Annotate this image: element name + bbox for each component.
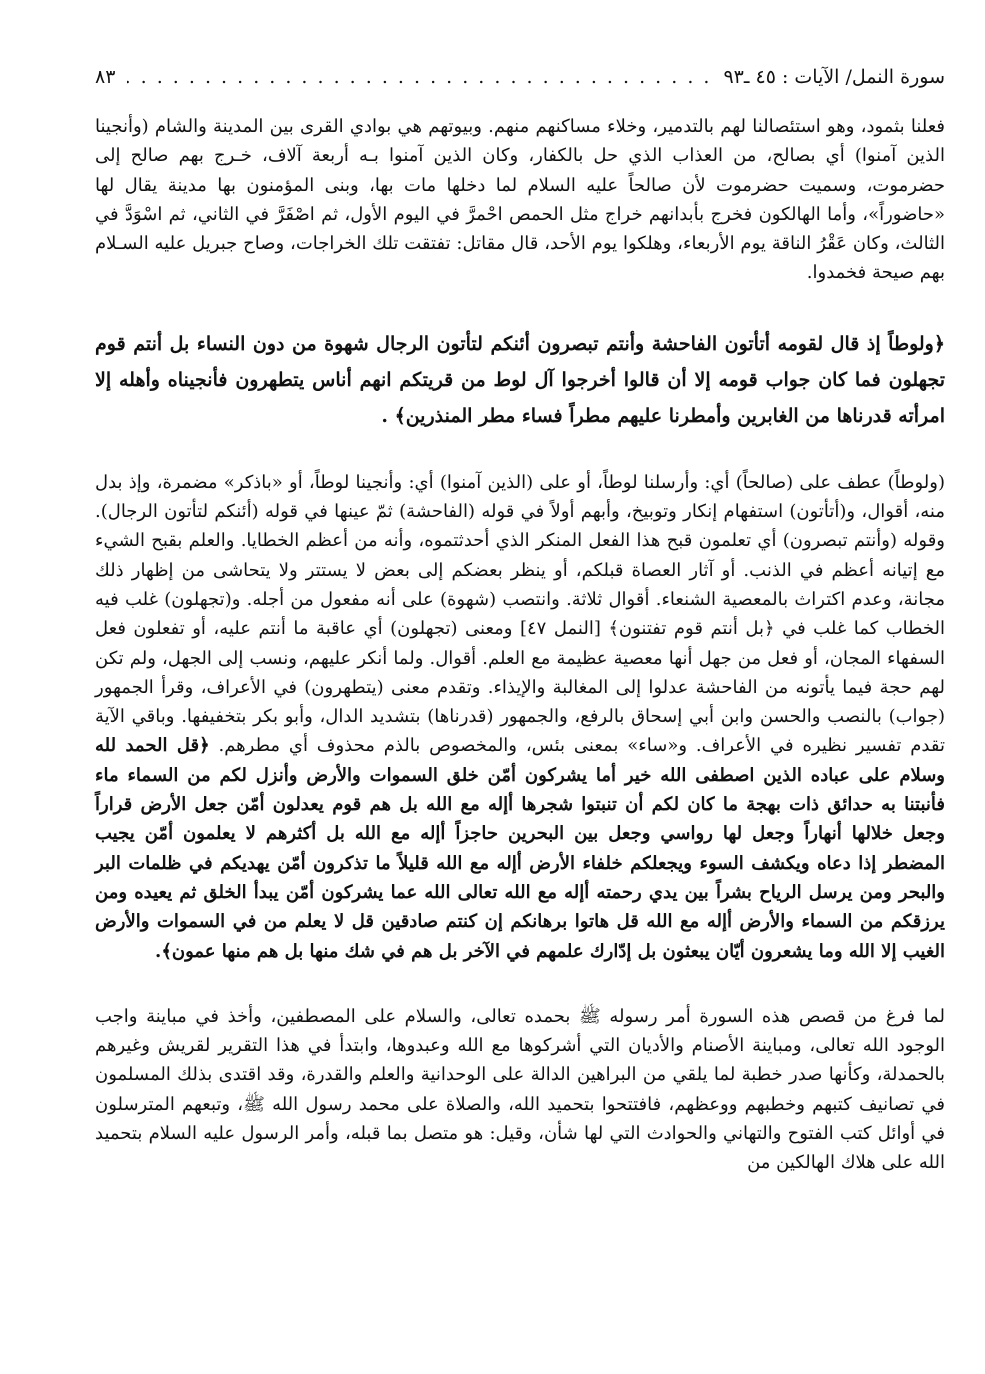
commentary-text: (ولوطاً) عطف على (صالحاً) أي: وأرسلنا لوطاً، أو على (الذين آمنوا) أي: وأنجينا لوطاً، أو «باذكر» مضمرة، وإذ بدل منه، أقوال، و(أتأتون) استفهام إنكار وتوبيخ، وأبهم أولاً في قوله (الفاحشة) ثمّ عينها في قوله (أئنكم لتأتون الرجال). وقوله (وأنتم تبصرون) أي تعلمون قبح هذا الفعل المنكر الذي أحدثتموه، وأنه من أعظم الخطايا. والعلم بقبح الشيء مع إتيانه أعظم في الذنب. أو آثار العصاة قبلكم، أو ينظر بعضكم إلى بعض لا يستتر ولا يتحاشى من إظهار ذلك مجانة، وعدم اكتراث بالمعصية الشنعاء. أقوال ثلاثة. وانتصب (شهوة) على أنه مفعول من أجله. و(تجهلون) غلب فيه الخطاب كما غلب في ﴿بل أنتم قوم تفتنون﴾ [النمل ٤٧] ومعنى (تجهلون) أي عاقبة ما أنتم عليه، أو تفعلون فعل السفهاء المجان، أو فعل من جهل أنها معصية عظيمة مع العلم. أقوال. ولما أنكر عليهم، ونسب إلى الجهل، ولم تكن لهم حجة فيما يأتونه من الفاحشة عدلوا إلى المغالبة والإيذاء. وتقدم معنى (يتطهرون) في الأعراف، وقرأ الجمهور (جواب) بالنصب والحسن وابن أبي إسحاق بالرفع، والجمهور (قدرناها) بتشديد الدال، وأبو بكر بتخفيفها. وباقي الآية تقدم تفسير نظيره في الأعراف. و«ساء» بمعنى بئس، والمخصوص بالذم محذوف أي مطرهم. [95, 471, 946, 757]
paragraph-thamud: فعلنا بثمود، وهو استئصالنا لهم بالتدمير، وخلاء مساكنهم منهم. وبيوتهم هي بوادي القرى بين المدينة والشام (وأنجينا الذين آمنوا) أي بصالح، من العذاب الذي حل بالكفار، وكان الذين آمنوا بـه أربعة آلاف، خـرج بهم صالح إلى حضرموت، وسميت حضرموت لأن صالحاً عليه السلام لما دخلها مات بها، وبنى المؤمنون بها مدينة يقال لها «حاضوراً»، وأما الهالكون فخرج بأبدانهم خراج مثل الحمص احْمرَّ في اليوم الأول، ثم اصْفَرَّ في الثاني، ثم اسْوَدَّ في الثالث، وكان عَقْرُ الناقة يوم الأربعاء، وهلكوا يوم الأحد، قال مقاتل: تفتقت تلك الخراجات، وصاح جبريل عليه السـلام بهم صيحة فخمدوا. [95, 116, 945, 284]
page-number: ٨٣ [95, 66, 116, 88]
running-title: سورة النمل/ الآيات : ٤٥ ـ٩٣ [723, 66, 945, 88]
commentary-paragraph [95, 468, 945, 966]
quran-verse-hamd: ﴿قل الحمد لله وسلام على عباده الذين اصطفى الله خير أما يشركون أمّن خلق السموات والأرض وأنزل لكم من السماء ماء فأنبتنا به حدائق ذات بهجة ما كان لكم أن تنبتوا شجرها أإله مع الله بل هم قوم يعدلون أمّن جعل الأرض قراراً وجعل خلالها أنهاراً وجعل لها رواسي وجعل بين البحرين حاجزاً أإله مع الله بل أكثرهم لا يعلمون أمّن يجيب المضطر إذا دعاه ويكشف السوء ويجعلكم خلفاء الأرض أإله مع الله قليلاً ما تذكرون أمّن يهديكم في ظلمات البر والبحر ومن يرسل الرياح بشراً بين يدي رحمته أإله مع الله تعالى الله عما يشركون أمّن يبدأ الخلق ثم يعيده ومن يرزقكم من السماء والأرض أإله مع الله قل هاتوا برهانكم إن كنتم صادقين قل لا يعلم من في السموات والأرض الغيب إلا الله وما يشعرون أيّان يبعثون بل إدّارك علمهم في الآخر بل هم في شك منها بل هم منها عمون﴾. [95, 735, 946, 962]
quran-verse-lut: ﴿ولوطاً إذ قال لقومه أتأتون الفاحشة وأنتم تبصرون أئنكم لتأتون الرجال شهوة من دون النساء بل أنتم قوم تجهلون فما كان جواب قومه إلا أن قالوا أخرجوا آل لوط من قريتكم انهم أناس يتطهرون فأنجيناه وأهله إلا امرأته قدرناها من الغابرين وأمطرنا عليهم مطراً فساء مطر المنذرين﴾ . [95, 332, 945, 427]
page-header [95, 62, 945, 92]
dot-leader [127, 62, 711, 92]
page [95, 62, 945, 1178]
paragraph-conclusion: لما فرغ من قصص هذه السورة أمر رسوله ﷺ بحمده تعالى، والسلام على المصطفين، وأخذ في مباينة واجب الوجود الله تعالى، ومباينة الأصنام والأديان التي أشركوها مع الله وعبدوها، وابتدأ في هذا التقرير لقريش وغيرهم بالحمدلة، وكأنها صدر خطبة لما يلقي من البراهين الدالة على الوحدانية والعلم والقدرة، وقد اقتدى بذلك المسلمون في تصانيف كتبهم وخطبهم ووعظهم، فافتتحوا بتحميد الله، والصلاة على محمد رسول الله ﷺ، وتبعهم المترسلون في أوائل كتب الفتوح والتهاني والحوادث التي لها شأن، وقيل: هو متصل بما قبله، وأمر الرسول عليه السلام بتحميد الله على هلاك الهالكين من [95, 1005, 946, 1174]
